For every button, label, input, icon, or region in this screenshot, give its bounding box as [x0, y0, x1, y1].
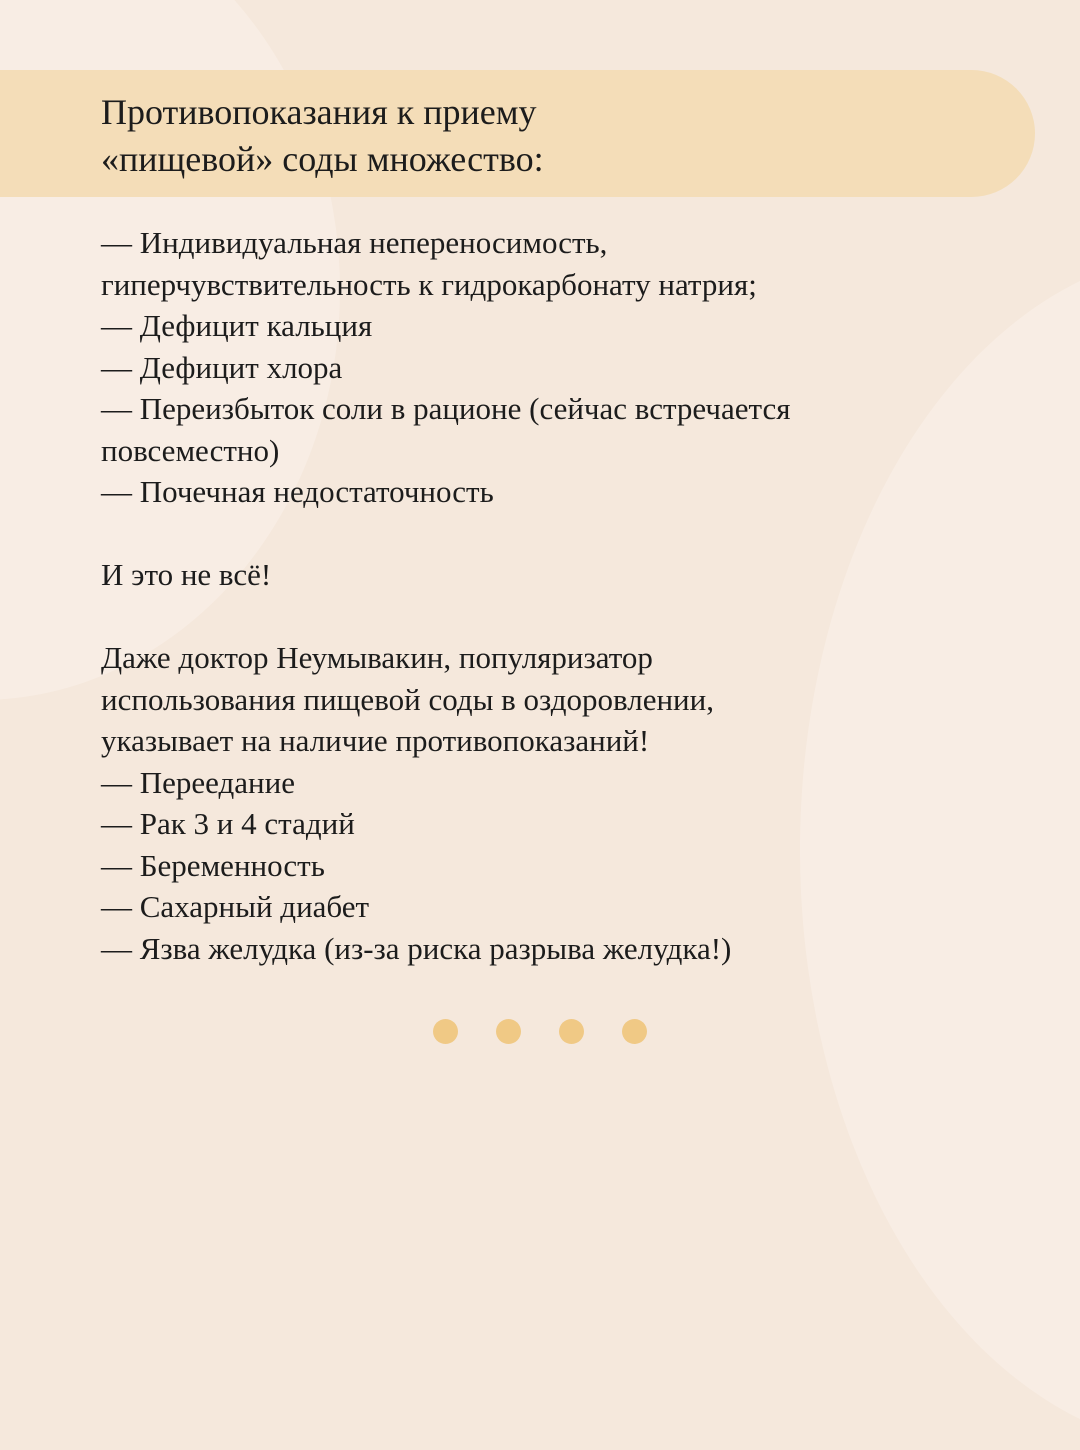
list-item-continuation: гиперчувствительность к гидрокарбонату натрия; — [101, 266, 757, 302]
list-item: — Индивидуальная непереносимость, — [101, 225, 608, 260]
title-line-2: «пищевой» соды множество: — [101, 139, 544, 179]
contraindications-list — [101, 222, 1051, 513]
pagination-dot-4[interactable] — [622, 1019, 647, 1044]
spacer — [101, 513, 1051, 555]
page-title — [101, 89, 1001, 183]
paragraph-line: Даже доктор Неумывакин, популяризатор — [101, 640, 653, 675]
pagination-dots — [433, 1019, 653, 1045]
paragraph-line: указывает на наличие противопоказаний! — [101, 723, 650, 758]
list-item-continuation: повсеместно) — [101, 432, 280, 468]
list-item: — Беременность — [101, 847, 325, 883]
paragraph-line: использования пищевой соды в оздоровлении, — [101, 681, 714, 717]
pagination-dot-1[interactable] — [433, 1019, 458, 1044]
list-item: — Рак 3 и 4 стадий — [101, 806, 355, 841]
list-item: — Язва желудка (из-за риска разрыва желудка!) — [101, 930, 732, 966]
list-item: — Дефицит хлора — [101, 349, 343, 385]
pagination-dot-3[interactable] — [559, 1019, 584, 1044]
list-item: — Дефицит кальция — [101, 308, 373, 343]
doctor-paragraph — [101, 637, 1051, 762]
list-item: — Переизбыток соли в рационе (сейчас встречается — [101, 391, 791, 426]
list-item: — Почечная недостаточность — [101, 474, 494, 509]
spacer — [101, 596, 1051, 638]
list-item: — Сахарный диабет — [101, 889, 370, 924]
content-body — [101, 222, 1051, 969]
list-item: — Переедание — [101, 764, 295, 800]
pagination-dot-2[interactable] — [496, 1019, 521, 1044]
doctor-contraindications-list — [101, 762, 1051, 970]
title-line-1: Противопоказания к приему — [101, 92, 537, 132]
emphasis-line: И это не всё! — [101, 557, 272, 592]
